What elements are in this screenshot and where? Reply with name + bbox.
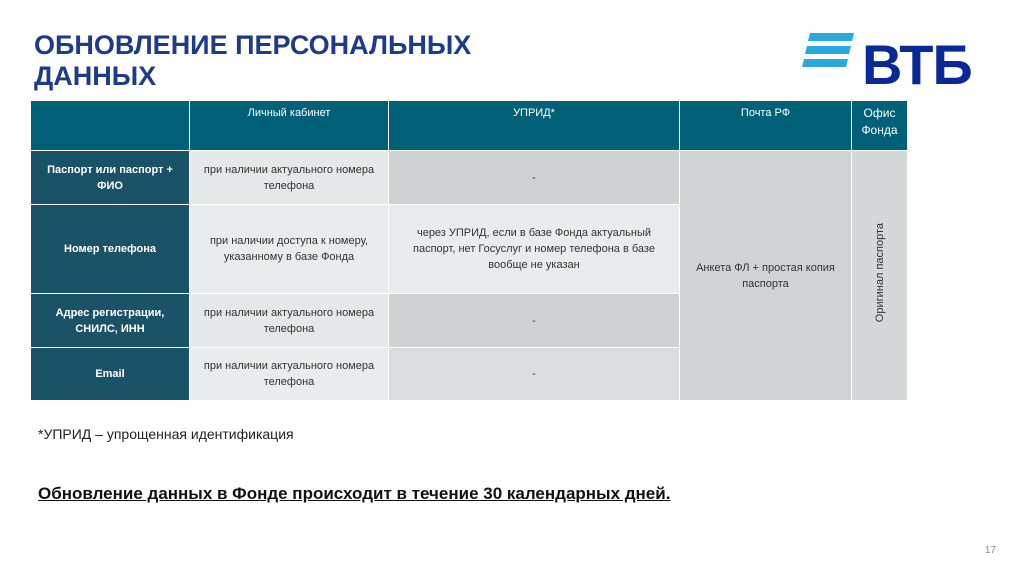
row-label-passport: Паспорт или паспорт + ФИО [31,151,190,205]
row-label-email: Email [31,348,190,401]
table-header-row [31,101,908,151]
cabinet-passport: при наличии актуального номера телефона [190,151,389,205]
uprid-phone: через УПРИД, если в базе Фонда актуальный паспорт, нет Госуслуг и номер телефона в базе вообще не указан [389,205,680,294]
important-note: Обновление данных в Фонде происходит в течение 30 календарных дней. [38,484,671,503]
title-line-2: ДАННЫХ [34,61,157,91]
header-post: Почта РФ [680,101,852,151]
header-office: Офис Фонда [852,101,908,151]
office-cell [852,151,908,401]
footnote-uprid: *УПРИД – упрощенная идентификация [38,426,294,442]
table-row [31,151,908,205]
title-line-1: ОБНОВЛЕНИЕ ПЕРСОНАЛЬНЫХ [34,30,472,60]
post-cell: Анкета ФЛ + простая копия паспорта [680,151,852,401]
office-text: Оригинал паспорта [873,223,886,323]
cabinet-email: при наличии актуального номера телефона [190,348,389,401]
vtb-logo-text: ВТБ [862,33,972,96]
uprid-email: - [389,348,680,401]
header-empty [31,101,190,151]
uprid-passport: - [389,151,680,205]
header-uprid: УПРИД* [389,101,680,151]
row-label-phone: Номер телефона [31,205,190,294]
uprid-address: - [389,294,680,348]
vtb-stripes-icon [802,32,862,96]
data-update-table [30,100,908,401]
header-cabinet: Личный кабинет [190,101,389,151]
vtb-logo [802,32,972,96]
cabinet-phone: при наличии доступа к номеру, указанному в базе Фонда [190,205,389,294]
row-label-address: Адрес регистрации, СНИЛС, ИНН [31,294,190,348]
cabinet-address: при наличии актуального номера телефона [190,294,389,348]
page-number: 17 [984,545,996,556]
slide-title [34,30,471,92]
